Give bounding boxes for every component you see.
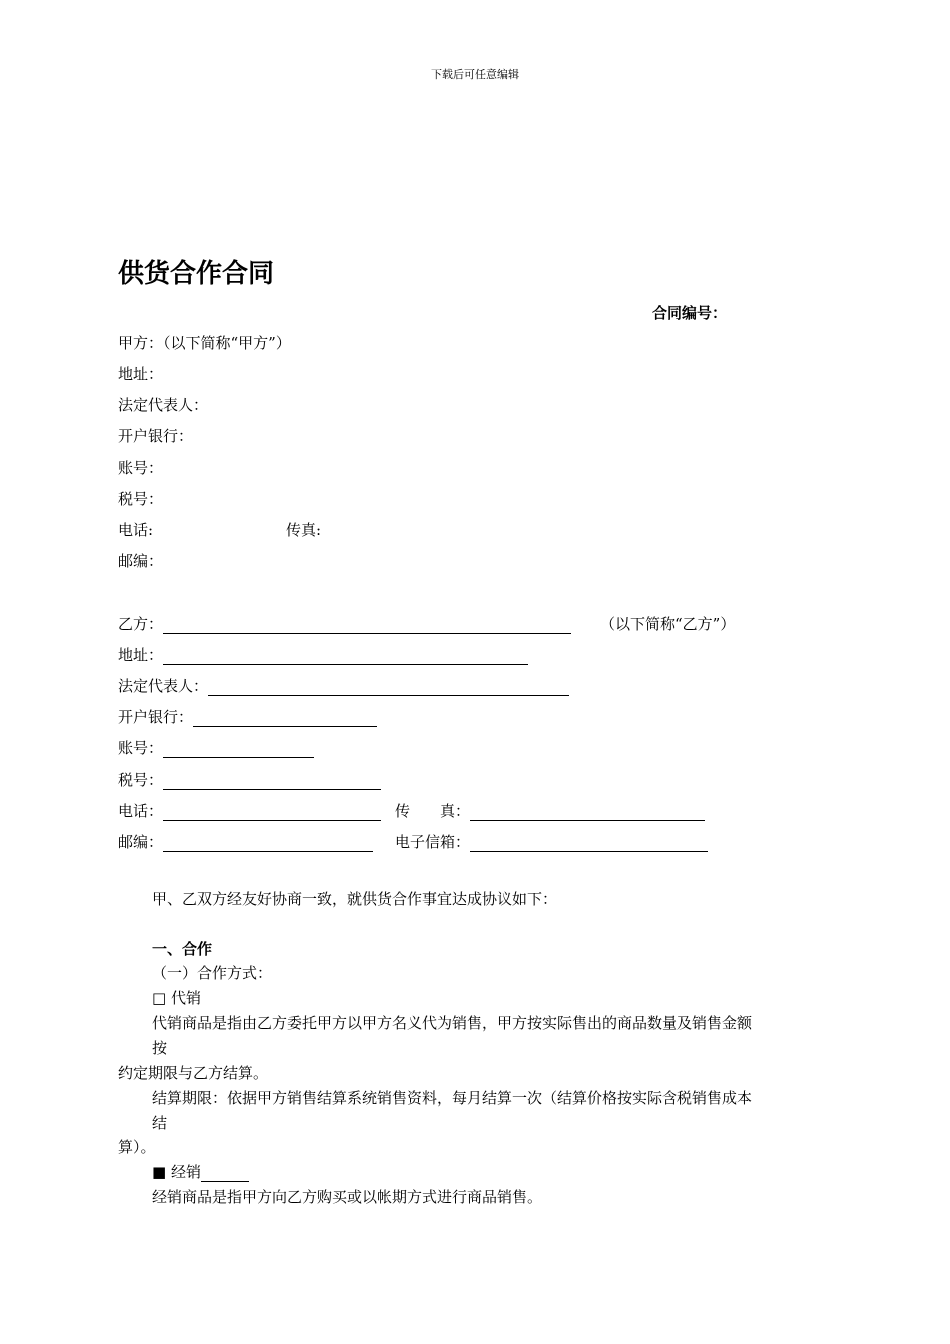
option-distribution-row [152, 1162, 249, 1182]
party-b-legal-rep-blank[interactable] [208, 678, 569, 696]
party-b-name-label: 乙方： [118, 615, 164, 633]
settlement-line3: 算）。 [118, 1138, 156, 1156]
party-b-postcode-blank[interactable] [163, 834, 373, 852]
party-b-fax-row [395, 801, 705, 821]
party-b-bank-row [118, 707, 377, 727]
header-note: 下载后可任意编辑 [431, 68, 519, 81]
party-b-phone-label: 电话： [118, 802, 164, 820]
section-heading: 一、合作 [152, 940, 213, 958]
party-b-email-blank[interactable] [470, 834, 708, 852]
party-b-account-row [118, 738, 314, 758]
party-b-bank-label: 开户银行： [118, 708, 194, 726]
party-b-fax-label: 传 真： [395, 802, 471, 820]
party-b-name-row [118, 614, 571, 634]
party-b-tax-no-row [118, 770, 381, 790]
party-b-account-blank[interactable] [163, 740, 314, 758]
party-b-tax-no-label: 税号： [118, 771, 164, 789]
party-b-bank-blank[interactable] [193, 709, 377, 727]
party-b-account-label: 账号： [118, 739, 164, 757]
party-b-phone-blank[interactable] [163, 803, 381, 821]
party-a-tax-no: 税号： [118, 490, 164, 508]
party-a-address: 地址： [118, 365, 164, 383]
party-b-address-label: 地址： [118, 646, 164, 664]
party-a-fax: 传真: [286, 521, 322, 539]
party-b-name-suffix: （以下简称“乙方”） [600, 615, 736, 633]
distribution-blank[interactable] [201, 1164, 249, 1182]
settlement-line2: 结 [152, 1114, 168, 1132]
party-b-postcode-row [118, 832, 373, 852]
party-b-phone-row [118, 801, 381, 821]
option-consignment: □ 代销 [152, 989, 201, 1007]
party-b-legal-rep-label: 法定代表人： [118, 677, 209, 695]
cooperation-mode-heading: （一）合作方式： [152, 964, 273, 982]
party-b-fax-blank[interactable] [470, 803, 705, 821]
party-b-email-label: 电子信箱： [395, 833, 471, 851]
party-b-name-blank[interactable] [163, 616, 571, 634]
party-b-address-blank[interactable] [163, 647, 528, 665]
contract-number-label: 合同编号： [652, 304, 728, 322]
party-a-name: 甲方：（以下简称“甲方”） [118, 334, 291, 352]
party-a-bank: 开户银行： [118, 427, 194, 445]
party-b-legal-rep-row [118, 676, 569, 696]
party-b-email-row [395, 832, 708, 852]
option-distribution: ■ 经销 [152, 1163, 201, 1181]
party-a-legal-rep: 法定代表人： [118, 396, 209, 414]
settlement-line1: 结算期限：依据甲方销售结算系统销售资料，每月结算一次（结算价格按实际含税销售成本 [152, 1089, 753, 1107]
consignment-desc-line1: 代销商品是指由乙方委托甲方以甲方名义代为销售，甲方按实际售出的商品数量及销售金额 [152, 1014, 753, 1032]
party-a-postcode: 邮编： [118, 552, 164, 570]
distribution-desc: 经销商品是指甲方向乙方购买或以帐期方式进行商品销售。 [152, 1188, 543, 1206]
party-a-phone: 电话: [118, 521, 154, 539]
party-b-address-row [118, 645, 528, 665]
consignment-desc-line3: 约定期限与乙方结算。 [118, 1064, 269, 1082]
party-b-tax-no-blank[interactable] [163, 772, 381, 790]
party-b-postcode-label: 邮编： [118, 833, 164, 851]
party-a-account: 账号： [118, 459, 164, 477]
consignment-desc-line2: 按 [152, 1039, 168, 1057]
intro-paragraph: 甲、乙双方经友好协商一致，就供货合作事宜达成协议如下： [152, 890, 558, 908]
page-title: 供货合作合同 [118, 259, 275, 289]
